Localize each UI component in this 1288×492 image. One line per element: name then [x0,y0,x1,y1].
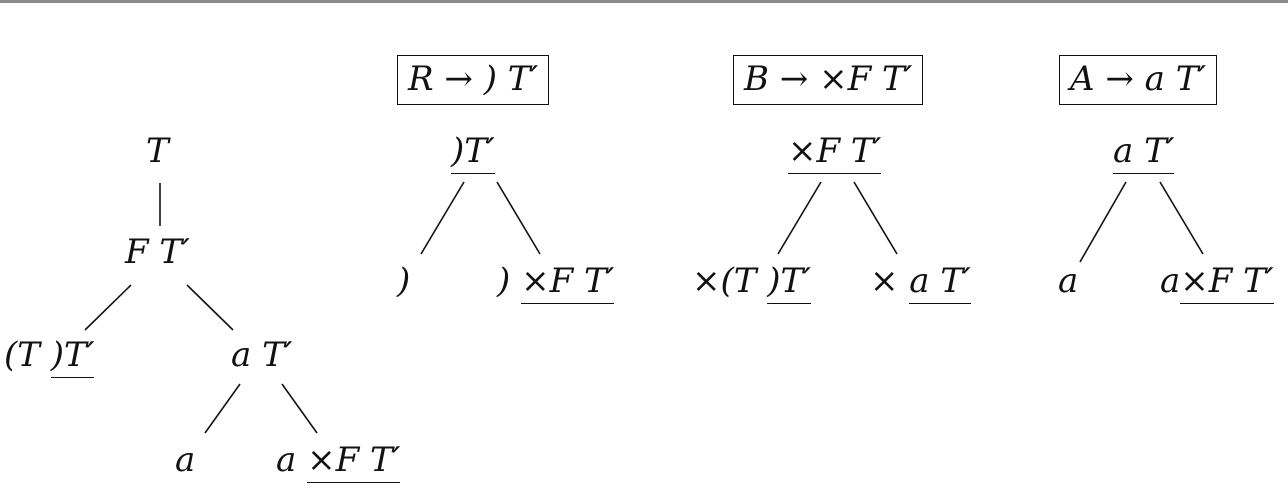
r-leaf-right-underlined: ×F T′ [521,261,614,304]
edge-a-left [1080,182,1126,262]
a-leaf-left: a [1058,261,1079,301]
edge-ft-right [187,285,233,330]
a-leaf-right-underlined: ×F T′ [1180,261,1273,304]
r-leaf-right-plain: ) [497,261,522,301]
b-leaf-right-plain: × [870,261,910,301]
edge-at-right [282,384,317,433]
edge-r-right [497,182,540,254]
b-leaf-left-plain: ×(T [692,261,768,301]
main-root-node: T [146,131,169,171]
a-node-underlined: a T′ [1113,131,1174,174]
b-leaf-right [870,262,971,300]
r-node [451,132,495,170]
b-node-underlined: ×F T′ [788,131,881,174]
rule-box-a: A → a T′ [1059,55,1217,105]
main-ft-node: F T′ [125,232,190,272]
r-leaf-right [497,262,614,300]
edge-ft-left [85,285,131,330]
b-node [788,132,881,170]
main-right-node: a T′ [231,335,293,375]
r-node-underlined: )T′ [451,131,495,174]
main-left-node [4,336,94,374]
main-leaf-right-plain: a [276,440,308,480]
rule-box-r: R → ) T′ [397,55,549,105]
a-leaf-right [1160,262,1274,300]
a-node [1113,132,1174,170]
rule-box-b: B → ×F T′ [733,55,923,105]
main-leaf-left: a [175,440,196,480]
b-leaf-left-underlined: )T′ [767,261,811,304]
b-leaf-left [692,262,811,300]
edge-at-left [205,384,240,433]
main-leaf-right-underlined: ×F T′ [307,440,400,483]
edge-b-right [854,182,897,254]
r-leaf-left: ) [397,261,411,301]
a-leaf-right-plain: a [1160,261,1181,301]
edge-b-left [778,182,821,254]
b-leaf-right-underlined: a T′ [909,261,970,304]
main-left-plain: (T [4,335,51,375]
main-left-underlined: )T′ [51,335,95,378]
edge-a-right [1160,182,1203,254]
main-leaf-right [276,441,400,479]
edge-r-left [421,182,464,254]
